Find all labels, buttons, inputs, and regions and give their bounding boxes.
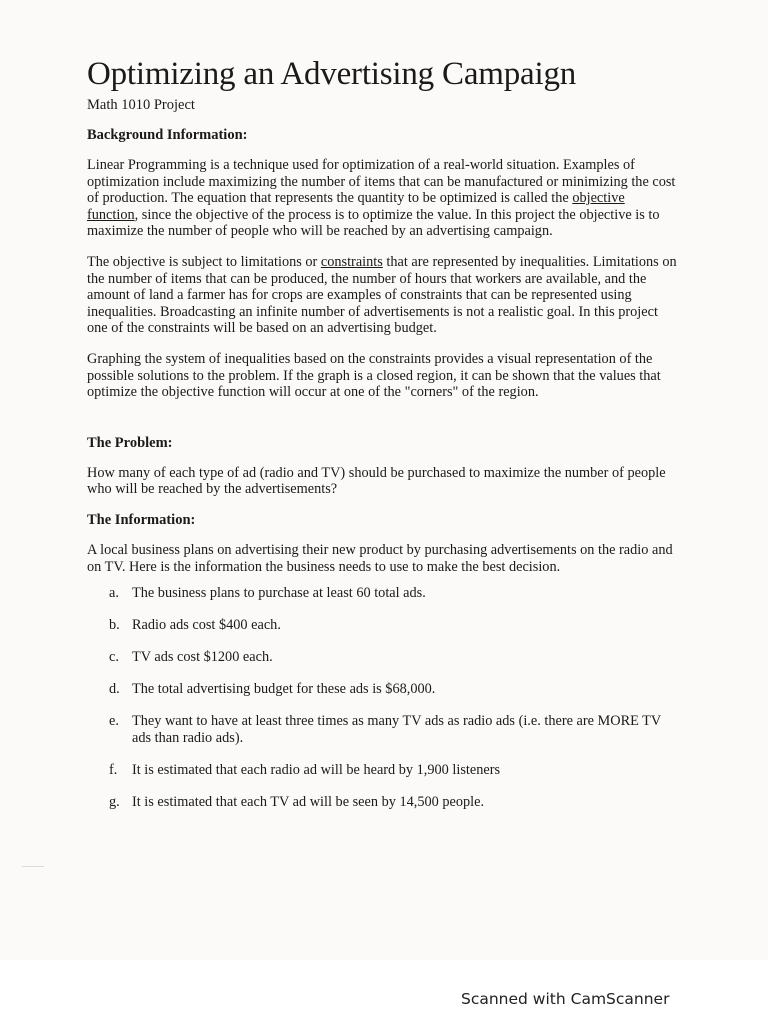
background-paragraph-2 bbox=[87, 254, 677, 337]
para1-text-b: , since the objective of the process is to optimize the value. In this project the objective is to maximize the number of people who will be reached by an advertising campaign. bbox=[87, 206, 660, 240]
list-item-text: The business plans to purchase at least 60 total ads. bbox=[132, 585, 426, 602]
list-item bbox=[87, 762, 677, 779]
information-heading: The Information: bbox=[87, 511, 196, 528]
list-marker: a. bbox=[109, 585, 119, 602]
list-item-text: It is estimated that each radio ad will be heard by 1,900 listeners bbox=[132, 762, 501, 779]
list-item bbox=[87, 585, 677, 602]
problem-heading: The Problem: bbox=[87, 434, 173, 451]
background-paragraph-1 bbox=[87, 157, 677, 240]
document-subtitle: Math 1010 Project bbox=[87, 97, 195, 113]
objective-function-term: objective function bbox=[87, 190, 625, 223]
para2-text-b: that are represented by inequalities. Limitations on the number of items that can be produced, the number of hours that workers are available, and the amount of land a farmer has for crops are examples of constraints that can be represented using inequalities. Broadcasting an infinite number of advertisements is not a realistic goal. In this project one of the constraints will be based on an advertising budget. bbox=[87, 253, 677, 337]
list-item-text: It is estimated that each TV ad will be seen by 14,500 people. bbox=[132, 794, 485, 811]
list-marker: g. bbox=[109, 794, 120, 811]
para1-text-a: Linear Programming is a technique used for optimization of a real-world situation. Examples of optimization include maximizing the number of items that can be manufactured or minimizing the cost of production. The equation that represents the quantity to be optimized is called the bbox=[87, 157, 676, 207]
list-item-text: The total advertising budget for these ads is $68,000. bbox=[132, 681, 436, 698]
list-marker: d. bbox=[109, 681, 120, 698]
background-paragraph-3: Graphing the system of inequalities based on the constraints provides a visual representation of the possible solutions to the problem. If the graph is a closed region, it can be shown that the values that optimize the objective function will occur at one of the "corners" of the region. bbox=[87, 350, 661, 401]
list-marker: c. bbox=[109, 649, 119, 666]
list-item-text: TV ads cost $1200 each. bbox=[132, 649, 273, 666]
list-marker: f. bbox=[109, 762, 118, 779]
scan-mark bbox=[22, 866, 44, 867]
list-marker: e. bbox=[109, 713, 119, 730]
problem-text: How many of each type of ad (radio and TV) should be purchased to maximize the number of people who will be reached by the advertisements? bbox=[87, 464, 666, 498]
list-item bbox=[87, 681, 677, 698]
background-heading: Background Information: bbox=[87, 127, 248, 143]
para2-text-a: The objective is subject to limitations or bbox=[87, 253, 321, 270]
document-title: Optimizing an Advertising Campaign bbox=[87, 56, 577, 92]
list-item bbox=[87, 794, 677, 811]
constraints-term: constraints bbox=[320, 253, 383, 270]
camscanner-watermark: Scanned with CamScanner bbox=[461, 990, 670, 1008]
list-item-text: They want to have at least three times as many TV ads as radio ads (i.e. there are MORE TV ads than radio ads). bbox=[132, 713, 661, 747]
information-list bbox=[87, 585, 677, 811]
list-marker: b. bbox=[109, 617, 120, 634]
list-item-text: Radio ads cost $400 each. bbox=[132, 617, 281, 634]
document-body bbox=[87, 54, 677, 811]
information-text: A local business plans on advertising their new product by purchasing advertisements on the radio and on TV. Here is the information the business needs to use to make the best decision. bbox=[87, 541, 673, 575]
list-item bbox=[87, 617, 677, 634]
list-item bbox=[87, 713, 677, 747]
list-item bbox=[87, 649, 677, 666]
